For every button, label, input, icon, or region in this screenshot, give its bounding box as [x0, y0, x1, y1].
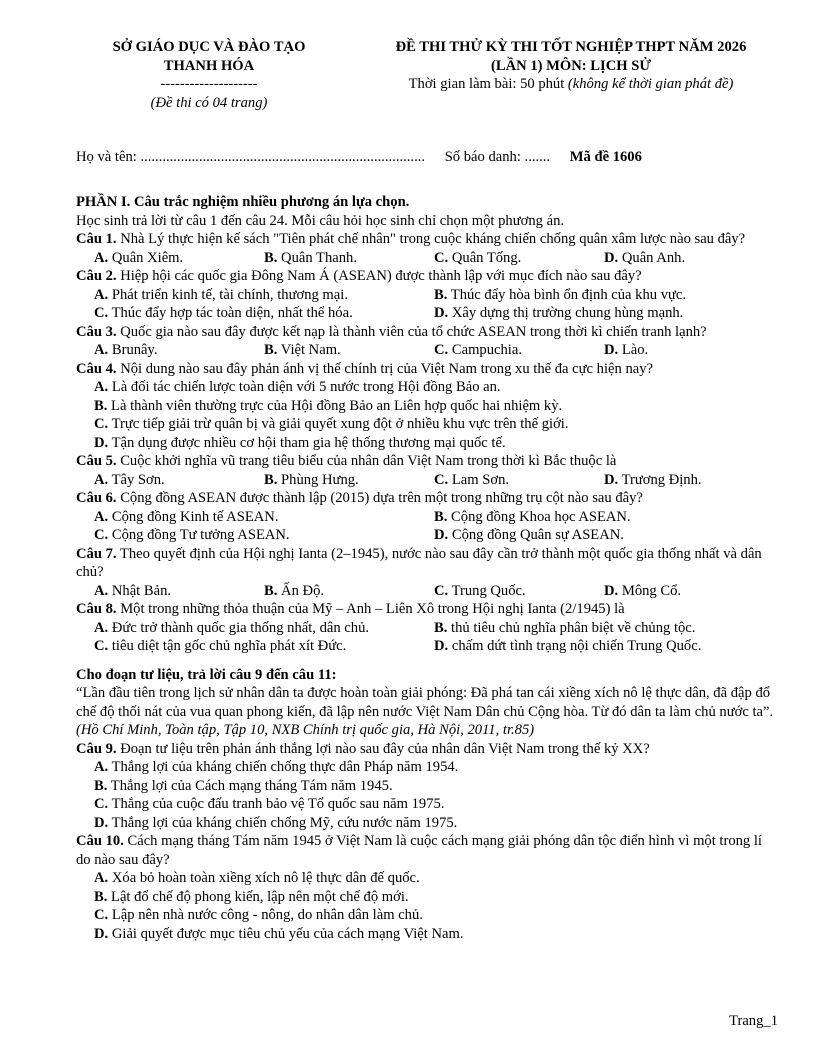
option-d: D. Mông Cổ.	[604, 582, 682, 599]
option-c: C. Lập nên nhà nước công - nông, do nhân dân làm chủ.	[94, 907, 423, 923]
option-b: B. thủ tiêu chủ nghĩa phân biệt về chủng tộc.	[434, 619, 696, 636]
option-d: D. Thắng lợi của kháng chiến chống Mỹ, cứu nước năm 1975.	[94, 814, 458, 831]
option-b: B. Việt Nam.	[264, 342, 341, 358]
question-text: Nội dung nào sau đây phản ánh vị thế chính trị của Việt Nam trong xu thế đa cực hiện nay?	[116, 360, 653, 377]
question-6	[76, 489, 780, 508]
option-a: A. Cộng đồng Kinh tế ASEAN.	[94, 508, 279, 525]
name-field-label: Họ và tên: ..............................................................................	[76, 149, 426, 165]
option-a: A. Đức trở thành quốc gia thống nhất, dân chủ.	[94, 619, 370, 636]
question-text: Cách mạng tháng Tám năm 1945 ở Việt Nam là cuộc cách mạng giải phóng dân tộc điển hình vì một trong lí do nào sau đây?	[76, 833, 762, 868]
options-3	[76, 341, 780, 360]
option-c: C. Lam Sơn.	[434, 471, 510, 488]
option-b: B. Cộng đồng Khoa học ASEAN.	[434, 508, 631, 525]
part-instruction: Học sinh trả lời từ câu 1 đến câu 24. Mỗi câu hỏi học sinh chỉ chọn một phương án.	[76, 212, 565, 229]
options-4	[76, 378, 780, 452]
candidate-info	[76, 148, 642, 167]
option-d: D. Giải quyết được mục tiêu chủ yếu của cách mạng Việt Nam.	[94, 925, 464, 942]
question-text: Nhà Lý thực hiện kế sách "Tiên phát chế nhân" trong cuộc kháng chiến chống quân xâm lược nào sau đây?	[116, 231, 746, 247]
exam-time	[356, 75, 786, 94]
time-note: (không kể thời gian phát đề)	[567, 76, 734, 92]
option-d: D. Xây dựng thị trường chung hùng mạnh.	[434, 305, 684, 321]
question-number: Câu 8.	[76, 601, 117, 617]
option-c: C. Trung Quốc.	[434, 582, 526, 599]
question-number: Câu 4.	[76, 360, 117, 377]
question-number: Câu 3.	[76, 323, 117, 340]
option-c: C. Thắng của cuộc đấu tranh bảo vệ Tổ quốc sau năm 1975.	[94, 796, 445, 812]
exam-content	[76, 193, 780, 943]
options-6	[76, 508, 780, 545]
question-9	[76, 740, 780, 759]
question-4	[76, 360, 780, 379]
option-d: D. Cộng đồng Quân sự ASEAN.	[434, 527, 624, 543]
option-c: C. Quân Tống.	[434, 249, 522, 266]
header-divider: --------------------	[160, 76, 258, 92]
page-footer: Trang_1	[729, 1013, 778, 1029]
option-a: A. Thắng lợi của kháng chiến chống thực dân Pháp năm 1954.	[94, 759, 459, 775]
option-a: A. Phát triển kinh tế, tài chính, thương mại.	[94, 286, 348, 303]
option-b: B. Phùng Hưng.	[264, 471, 359, 488]
passage-quote: “Lần đầu tiên trong lịch sử nhân dân ta được hoàn toàn giải phóng: Đã phá tan cái xiềng xích nô lệ thực dân, đã đập đổ chế độ thối nát của vua quan phong kiến, đã lập nên nước Việt Nam Dân chủ Cộng hòa. Từ đó dân ta làm chủ nước ta”.	[76, 685, 774, 720]
option-a: A. Brunây.	[94, 342, 158, 358]
question-1	[76, 230, 780, 249]
question-text: Quốc gia nào sau đây được kết nạp là thành viên của tổ chức ASEAN trong thời kì chiến tranh lạnh?	[116, 323, 707, 340]
question-10	[76, 832, 780, 869]
option-a: A. Nhật Bản.	[94, 582, 172, 599]
question-number: Câu 1.	[76, 231, 117, 247]
passage-title: Cho đoạn tư liệu, trả lời câu 9 đến câu 11:	[76, 666, 337, 683]
option-d: D. chấm dứt tình trạng nội chiến Trung Quốc.	[434, 638, 702, 654]
question-number: Câu 6.	[76, 490, 117, 506]
question-5	[76, 452, 780, 471]
question-8	[76, 600, 780, 619]
question-2	[76, 267, 780, 286]
question-text: Đoạn tư liệu trên phản ánh thắng lợi nào sau đây của nhân dân Việt Nam trong thế kỷ XX?	[116, 740, 650, 757]
province-name: THANH HÓA	[163, 57, 255, 74]
pages-note: (Đề thi có 04 trang)	[150, 94, 268, 111]
department-name: SỞ GIÁO DỤC VÀ ĐÀO TẠO	[112, 39, 306, 55]
question-number: Câu 2.	[76, 268, 117, 284]
question-text: Cuộc khởi nghĩa vũ trang tiêu biểu của nhân dân Việt Nam trong thời kì Bắc thuộc là	[116, 453, 617, 469]
option-d: D. Lào.	[604, 342, 649, 358]
question-3	[76, 323, 780, 342]
option-b: B. Thúc đẩy hòa bình ổn định của khu vực.	[434, 286, 687, 303]
exam-subtitle: (LẦN 1) MÔN: LỊCH SỬ	[491, 57, 651, 74]
question-number: Câu 7.	[76, 545, 117, 562]
option-c: C. Campuchia.	[434, 342, 522, 358]
option-b: B. Lật đổ chế độ phong kiến, lập nên một chế độ mới.	[94, 888, 409, 905]
option-a: A. Tây Sơn.	[94, 471, 165, 488]
option-b: B. Quân Thanh.	[264, 249, 357, 266]
option-d: D. Trương Định.	[604, 471, 702, 488]
options-5	[76, 471, 780, 490]
option-d: D. Quân Anh.	[604, 249, 686, 266]
option-c: C. Cộng đồng Tư tưởng ASEAN.	[94, 527, 290, 543]
option-c: C. tiêu diệt tận gốc chủ nghĩa phát xít Đức.	[94, 638, 347, 654]
option-a: A. Quân Xiêm.	[94, 249, 184, 266]
options-8	[76, 619, 780, 656]
exam-code: Mã đề 1606	[569, 149, 642, 165]
question-text: Cộng đồng ASEAN được thành lập (2015) dựa trên một trong những trụ cột nào sau đây?	[116, 490, 643, 506]
part-title: PHẦN I. Câu trắc nghiệm nhiều phương án lựa chọn.	[76, 194, 410, 210]
option-a: A. Xóa bỏ hoàn toàn xiềng xích nô lệ thực dân đế quốc.	[94, 870, 420, 886]
option-d: D. Tận dụng được nhiều cơ hội tham gia hệ thống thương mại quốc tế.	[94, 434, 506, 451]
question-text: Hiệp hội các quốc gia Đông Nam Á (ASEAN) được thành lập với mục đích nào sau đây?	[116, 268, 642, 284]
question-7	[76, 545, 780, 582]
header-left	[94, 38, 324, 112]
exam-title: ĐỀ THI THỬ KỲ THI TỐT NGHIỆP THPT NĂM 2026	[395, 39, 747, 55]
question-text: Theo quyết định của Hội nghị Ianta (2–1945), nước nào sau đây cần trở thành một quốc gia thống nhất và dân chủ?	[76, 545, 762, 580]
question-number: Câu 5.	[76, 453, 117, 469]
header-right	[356, 38, 786, 94]
option-b: B. Là thành viên thường trực của Hội đồng Bảo an Liên hợp quốc hai nhiệm kỳ.	[94, 397, 563, 414]
id-field-label: Số báo danh: .......	[444, 149, 551, 165]
option-b: B. Thắng lợi của Cách mạng tháng Tám năm 1945.	[94, 777, 393, 794]
question-number: Câu 10.	[76, 833, 124, 849]
question-text: Một trong những thỏa thuận của Mỹ – Anh – Liên Xô trong Hội nghị Ianta (2/1945) là	[116, 601, 625, 617]
options-7	[76, 582, 780, 601]
options-2	[76, 286, 780, 323]
option-a: A. Là đối tác chiến lược toàn diện với 5 nước trong Hội đồng Bảo an.	[94, 379, 501, 395]
passage-source: (Hồ Chí Minh, Toàn tập, Tập 10, NXB Chính trị quốc gia, Hà Nội, 2011, tr.85)	[76, 722, 535, 738]
time-text: Thời gian làm bài: 50 phút	[408, 76, 568, 92]
options-1	[76, 249, 780, 268]
question-number: Câu 9.	[76, 740, 117, 757]
option-c: C. Trực tiếp giải trừ quân bị và giải quyết xung đột ở nhiều khu vực trên thế giới.	[94, 416, 569, 432]
option-b: B. Ấn Độ.	[264, 582, 325, 599]
options-10	[76, 869, 780, 943]
option-c: C. Thúc đẩy hợp tác toàn diện, nhất thể hóa.	[94, 305, 353, 321]
options-9	[76, 758, 780, 832]
